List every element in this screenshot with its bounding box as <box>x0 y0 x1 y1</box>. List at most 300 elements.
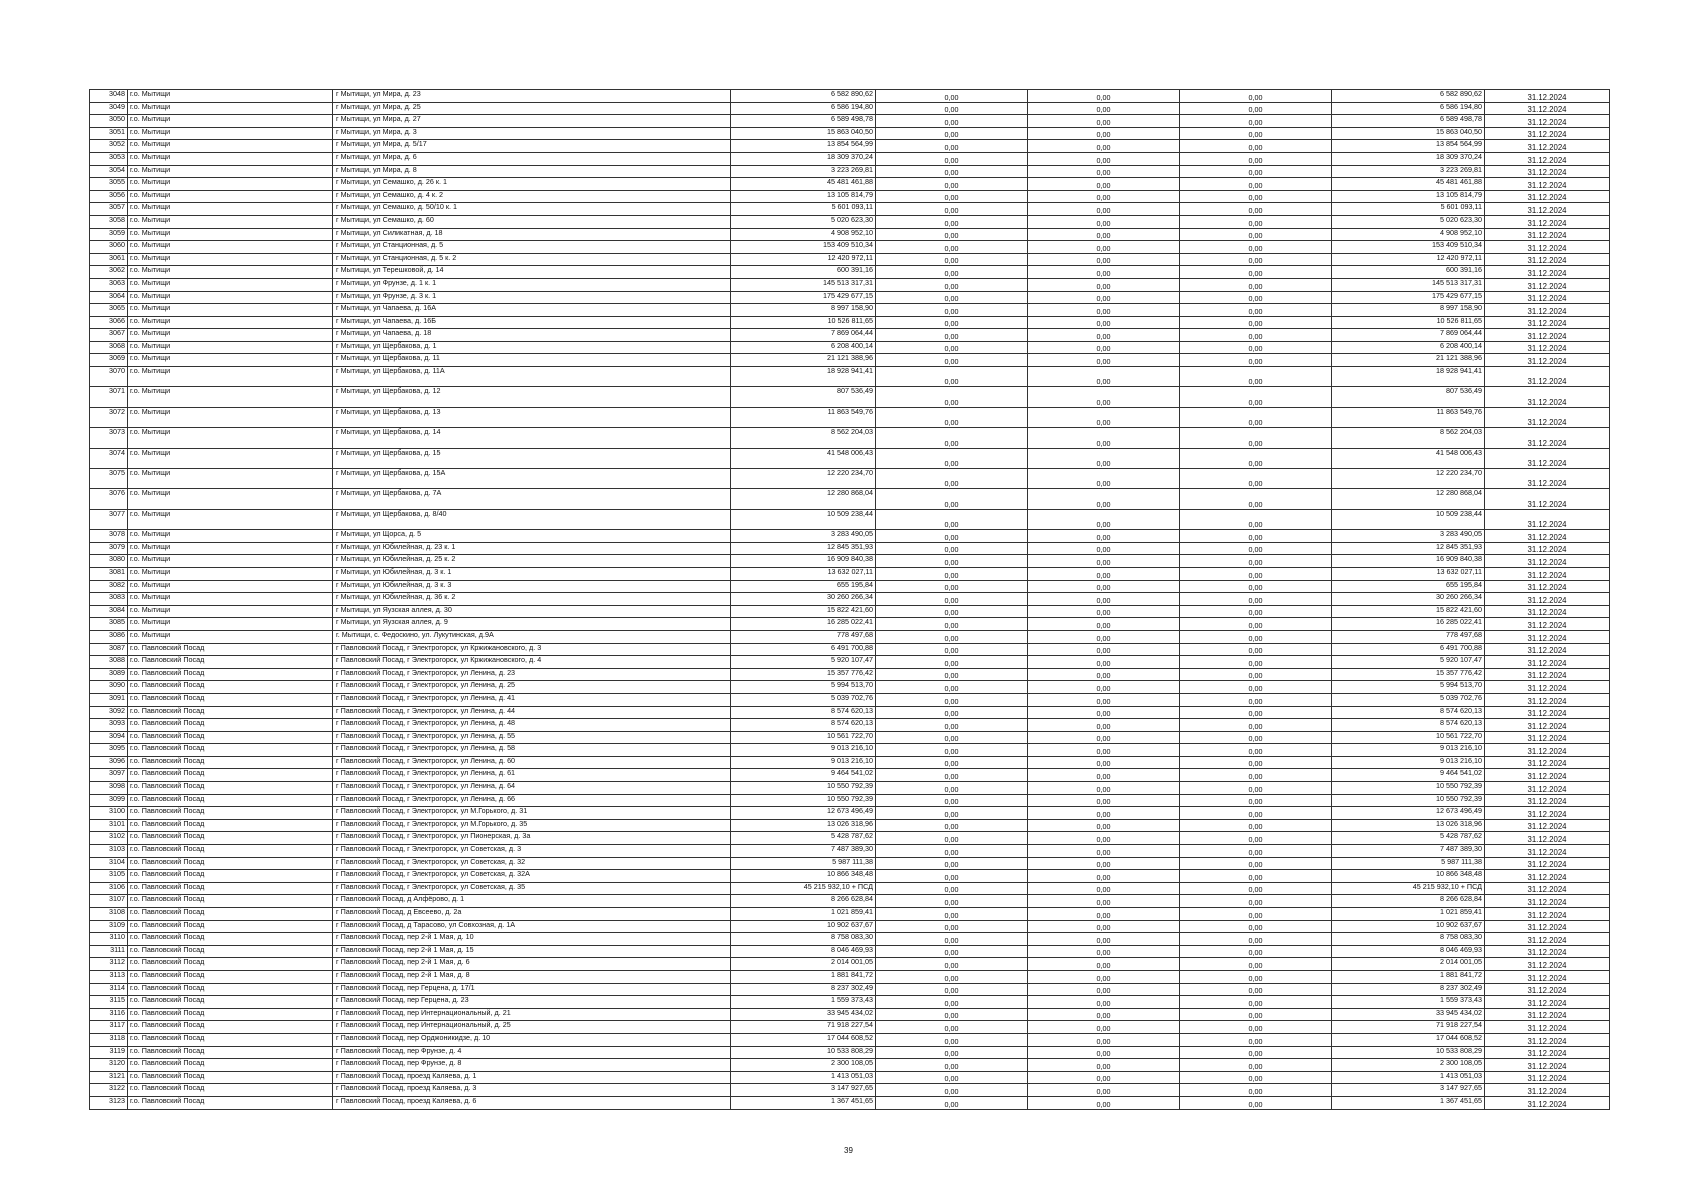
address-cell: г Павловский Посад, г Электрогорск, ул Советская, д. 32А <box>333 870 731 883</box>
total-amount-cell: 1 367 451,65 <box>1332 1096 1485 1109</box>
table-row <box>90 266 1610 279</box>
zero-amount-cell-3: 0,00 <box>1180 731 1332 744</box>
zero-amount-cell-1: 0,00 <box>876 329 1028 342</box>
address-cell: г Павловский Посад, г Электрогорск, ул Ленина, д. 60 <box>333 756 731 769</box>
address-cell: г Мытищи, ул Терешковой, д. 14 <box>333 266 731 279</box>
address-cell: г Мытищи, ул Фрунзе, д. 3 к. 1 <box>333 291 731 304</box>
municipality-cell: г.о. Мытищи <box>128 469 333 489</box>
zero-amount-cell-2: 0,00 <box>1028 933 1180 946</box>
municipality-cell: г.о. Мытищи <box>128 329 333 342</box>
zero-amount-cell-3: 0,00 <box>1180 819 1332 832</box>
amount-cell: 45 481 461,88 <box>731 178 876 191</box>
amount-cell: 10 526 811,65 <box>731 316 876 329</box>
zero-amount-cell-1: 0,00 <box>876 367 1028 387</box>
amount-cell: 9 464 541,02 <box>731 769 876 782</box>
zero-amount-cell-3: 0,00 <box>1180 668 1332 681</box>
municipality-cell: г.о. Мытищи <box>128 407 333 427</box>
zero-amount-cell-3: 0,00 <box>1180 329 1332 342</box>
zero-amount-cell-3: 0,00 <box>1180 1059 1332 1072</box>
zero-amount-cell-1: 0,00 <box>876 618 1028 631</box>
zero-amount-cell-1: 0,00 <box>876 140 1028 153</box>
table-row <box>90 228 1610 241</box>
table-row <box>90 152 1610 165</box>
amount-cell: 3 147 927,65 <box>731 1084 876 1097</box>
amount-cell: 15 357 776,42 <box>731 668 876 681</box>
table-row <box>90 509 1610 529</box>
table-row <box>90 668 1610 681</box>
address-cell: г Мытищи, ул Щербакова, д. 7А <box>333 489 731 509</box>
amount-cell: 45 215 932,10 + ПСД <box>731 882 876 895</box>
zero-amount-cell-2: 0,00 <box>1028 278 1180 291</box>
amount-cell: 11 863 549,76 <box>731 407 876 427</box>
table-row <box>90 769 1610 782</box>
address-cell: г Мытищи, ул Щербакова, д. 13 <box>333 407 731 427</box>
address-cell: г Павловский Посад, г Электрогорск, ул Ленина, д. 44 <box>333 706 731 719</box>
total-amount-cell: 10 550 792,39 <box>1332 782 1485 795</box>
address-cell: г Павловский Посад, д Евсеево, д. 2а <box>333 908 731 921</box>
address-cell: г Павловский Посад, д Тарасово, ул Совхозная, д. 1А <box>333 920 731 933</box>
table-row <box>90 203 1610 216</box>
amount-cell: 8 237 302,49 <box>731 983 876 996</box>
total-amount-cell: 8 574 620,13 <box>1332 719 1485 732</box>
municipality-cell: г.о. Мытищи <box>128 165 333 178</box>
zero-amount-cell-1: 0,00 <box>876 668 1028 681</box>
amount-cell: 10 866 348,48 <box>731 870 876 883</box>
zero-amount-cell-2: 0,00 <box>1028 190 1180 203</box>
deadline-date-cell: 31.12.2024 <box>1485 329 1610 342</box>
zero-amount-cell-1: 0,00 <box>876 1071 1028 1084</box>
table-row <box>90 1059 1610 1072</box>
deadline-date-cell: 31.12.2024 <box>1485 428 1610 448</box>
amount-cell: 41 548 006,43 <box>731 448 876 468</box>
page-number: 39 <box>844 1146 853 1155</box>
total-amount-cell: 10 526 811,65 <box>1332 316 1485 329</box>
amount-cell: 7 487 389,30 <box>731 845 876 858</box>
address-cell: г Павловский Посад, г Электрогорск, ул Ленина, д. 64 <box>333 782 731 795</box>
amount-cell: 5 920 107,47 <box>731 656 876 669</box>
address-cell: г Мытищи, ул Станционная, д. 5 к. 2 <box>333 253 731 266</box>
amount-cell: 18 928 941,41 <box>731 367 876 387</box>
deadline-date-cell: 31.12.2024 <box>1485 509 1610 529</box>
municipality-cell: г.о. Павловский Посад <box>128 744 333 757</box>
zero-amount-cell-3: 0,00 <box>1180 387 1332 407</box>
municipality-cell: г.о. Павловский Посад <box>128 693 333 706</box>
table-row <box>90 278 1610 291</box>
zero-amount-cell-2: 0,00 <box>1028 744 1180 757</box>
row-number-cell: 3054 <box>90 165 128 178</box>
zero-amount-cell-2: 0,00 <box>1028 882 1180 895</box>
table-row <box>90 845 1610 858</box>
zero-amount-cell-3: 0,00 <box>1180 1071 1332 1084</box>
deadline-date-cell: 31.12.2024 <box>1485 832 1610 845</box>
total-amount-cell: 13 854 564,99 <box>1332 140 1485 153</box>
zero-amount-cell-2: 0,00 <box>1028 1033 1180 1046</box>
address-cell: г Павловский Посад, пер Герцена, д. 23 <box>333 996 731 1009</box>
deadline-date-cell: 31.12.2024 <box>1485 448 1610 468</box>
deadline-date-cell: 31.12.2024 <box>1485 756 1610 769</box>
address-cell: г Мытищи, ул Мира, д. 8 <box>333 165 731 178</box>
zero-amount-cell-3: 0,00 <box>1180 983 1332 996</box>
zero-amount-cell-2: 0,00 <box>1028 228 1180 241</box>
total-amount-cell: 3 223 269,81 <box>1332 165 1485 178</box>
row-number-cell: 3117 <box>90 1021 128 1034</box>
deadline-date-cell: 31.12.2024 <box>1485 228 1610 241</box>
deadline-date-cell: 31.12.2024 <box>1485 304 1610 317</box>
deadline-date-cell: 31.12.2024 <box>1485 970 1610 983</box>
deadline-date-cell: 31.12.2024 <box>1485 1008 1610 1021</box>
row-number-cell: 3051 <box>90 127 128 140</box>
municipality-cell: г.о. Мытищи <box>128 228 333 241</box>
zero-amount-cell-1: 0,00 <box>876 316 1028 329</box>
row-number-cell: 3057 <box>90 203 128 216</box>
zero-amount-cell-3: 0,00 <box>1180 253 1332 266</box>
address-cell: г Павловский Посад, г Электрогорск, ул Ленина, д. 61 <box>333 769 731 782</box>
zero-amount-cell-2: 0,00 <box>1028 241 1180 254</box>
zero-amount-cell-1: 0,00 <box>876 266 1028 279</box>
address-cell: г Павловский Посад, г Электрогорск, ул Кржижановского, д. 4 <box>333 656 731 669</box>
zero-amount-cell-3: 0,00 <box>1180 115 1332 128</box>
zero-amount-cell-1: 0,00 <box>876 807 1028 820</box>
zero-amount-cell-1: 0,00 <box>876 580 1028 593</box>
municipality-cell: г.о. Павловский Посад <box>128 681 333 694</box>
amount-cell: 5 039 702,76 <box>731 693 876 706</box>
address-cell: г Мытищи, ул Щербакова, д. 11 <box>333 354 731 367</box>
row-number-cell: 3104 <box>90 857 128 870</box>
zero-amount-cell-2: 0,00 <box>1028 693 1180 706</box>
zero-amount-cell-3: 0,00 <box>1180 1096 1332 1109</box>
zero-amount-cell-3: 0,00 <box>1180 920 1332 933</box>
amount-cell: 1 413 051,03 <box>731 1071 876 1084</box>
zero-amount-cell-2: 0,00 <box>1028 958 1180 971</box>
zero-amount-cell-2: 0,00 <box>1028 152 1180 165</box>
zero-amount-cell-2: 0,00 <box>1028 1059 1180 1072</box>
total-amount-cell: 8 574 620,13 <box>1332 706 1485 719</box>
deadline-date-cell: 31.12.2024 <box>1485 127 1610 140</box>
address-cell: г Павловский Посад, г Электрогорск, ул Ленина, д. 66 <box>333 794 731 807</box>
amount-cell: 10 550 792,39 <box>731 794 876 807</box>
municipality-cell: г.о. Павловский Посад <box>128 794 333 807</box>
deadline-date-cell: 31.12.2024 <box>1485 542 1610 555</box>
zero-amount-cell-2: 0,00 <box>1028 509 1180 529</box>
row-number-cell: 3066 <box>90 316 128 329</box>
table-row <box>90 920 1610 933</box>
zero-amount-cell-3: 0,00 <box>1180 882 1332 895</box>
address-cell: г Павловский Посад, пер Интернациональный, д. 25 <box>333 1021 731 1034</box>
deadline-date-cell: 31.12.2024 <box>1485 102 1610 115</box>
table-row <box>90 316 1610 329</box>
zero-amount-cell-2: 0,00 <box>1028 387 1180 407</box>
zero-amount-cell-1: 0,00 <box>876 102 1028 115</box>
zero-amount-cell-2: 0,00 <box>1028 354 1180 367</box>
amount-cell: 5 987 111,38 <box>731 857 876 870</box>
table-row <box>90 895 1610 908</box>
zero-amount-cell-2: 0,00 <box>1028 215 1180 228</box>
zero-amount-cell-3: 0,00 <box>1180 908 1332 921</box>
total-amount-cell: 5 039 702,76 <box>1332 693 1485 706</box>
table-row <box>90 656 1610 669</box>
address-cell: г Павловский Посад, г Электрогорск, ул М.Горького, д. 35 <box>333 819 731 832</box>
municipality-cell: г.о. Павловский Посад <box>128 1008 333 1021</box>
total-amount-cell: 1 881 841,72 <box>1332 970 1485 983</box>
table-row <box>90 542 1610 555</box>
table-row <box>90 983 1610 996</box>
table-row <box>90 908 1610 921</box>
zero-amount-cell-1: 0,00 <box>876 958 1028 971</box>
total-amount-cell: 8 562 204,03 <box>1332 428 1485 448</box>
address-cell: г Павловский Посад, г Электрогорск, ул Ленина, д. 25 <box>333 681 731 694</box>
total-amount-cell: 6 491 700,88 <box>1332 643 1485 656</box>
total-amount-cell: 5 020 623,30 <box>1332 215 1485 228</box>
row-number-cell: 3074 <box>90 448 128 468</box>
zero-amount-cell-1: 0,00 <box>876 756 1028 769</box>
zero-amount-cell-3: 0,00 <box>1180 165 1332 178</box>
total-amount-cell: 18 309 370,24 <box>1332 152 1485 165</box>
row-number-cell: 3070 <box>90 367 128 387</box>
deadline-date-cell: 31.12.2024 <box>1485 203 1610 216</box>
municipality-cell: г.о. Мытищи <box>128 428 333 448</box>
row-number-cell: 3102 <box>90 832 128 845</box>
zero-amount-cell-2: 0,00 <box>1028 489 1180 509</box>
total-amount-cell: 30 260 266,34 <box>1332 593 1485 606</box>
amount-cell: 1 021 859,41 <box>731 908 876 921</box>
table-row <box>90 253 1610 266</box>
address-cell: г Мытищи, ул Юбилейная, д. 3 к. 1 <box>333 567 731 580</box>
zero-amount-cell-3: 0,00 <box>1180 567 1332 580</box>
amount-cell: 153 409 510,34 <box>731 241 876 254</box>
row-number-cell: 3080 <box>90 555 128 568</box>
zero-amount-cell-1: 0,00 <box>876 769 1028 782</box>
municipality-cell: г.о. Павловский Посад <box>128 668 333 681</box>
municipality-cell: г.о. Мытищи <box>128 341 333 354</box>
row-number-cell: 3088 <box>90 656 128 669</box>
amount-cell: 1 881 841,72 <box>731 970 876 983</box>
total-amount-cell: 3 283 490,05 <box>1332 530 1485 543</box>
municipality-cell: г.о. Мытищи <box>128 448 333 468</box>
municipality-cell: г.о. Мытищи <box>128 253 333 266</box>
amount-cell: 7 869 064,44 <box>731 329 876 342</box>
municipality-cell: г.о. Павловский Посад <box>128 656 333 669</box>
row-number-cell: 3086 <box>90 630 128 643</box>
address-cell: г Павловский Посад, проезд Каляева, д. 1 <box>333 1071 731 1084</box>
amount-cell: 13 105 814,79 <box>731 190 876 203</box>
address-cell: г Мытищи, ул Чапаева, д. 16А <box>333 304 731 317</box>
total-amount-cell: 13 105 814,79 <box>1332 190 1485 203</box>
amount-cell: 13 026 318,96 <box>731 819 876 832</box>
zero-amount-cell-1: 0,00 <box>876 354 1028 367</box>
total-amount-cell: 10 509 238,44 <box>1332 509 1485 529</box>
table-row <box>90 190 1610 203</box>
zero-amount-cell-3: 0,00 <box>1180 341 1332 354</box>
table-row <box>90 1033 1610 1046</box>
municipality-cell: г.о. Мытищи <box>128 542 333 555</box>
total-amount-cell: 12 220 234,70 <box>1332 469 1485 489</box>
table-row <box>90 996 1610 1009</box>
zero-amount-cell-3: 0,00 <box>1180 970 1332 983</box>
amount-cell: 10 561 722,70 <box>731 731 876 744</box>
zero-amount-cell-1: 0,00 <box>876 882 1028 895</box>
deadline-date-cell: 31.12.2024 <box>1485 152 1610 165</box>
zero-amount-cell-3: 0,00 <box>1180 605 1332 618</box>
amount-cell: 600 391,16 <box>731 266 876 279</box>
zero-amount-cell-3: 0,00 <box>1180 241 1332 254</box>
zero-amount-cell-3: 0,00 <box>1180 782 1332 795</box>
zero-amount-cell-1: 0,00 <box>876 530 1028 543</box>
deadline-date-cell: 31.12.2024 <box>1485 719 1610 732</box>
table-row <box>90 706 1610 719</box>
zero-amount-cell-2: 0,00 <box>1028 203 1180 216</box>
total-amount-cell: 13 632 027,11 <box>1332 567 1485 580</box>
municipality-cell: г.о. Мытищи <box>128 618 333 631</box>
address-cell: г Павловский Посад, пер 2-й 1 Мая, д. 15 <box>333 945 731 958</box>
amount-cell: 16 285 022,41 <box>731 618 876 631</box>
zero-amount-cell-2: 0,00 <box>1028 756 1180 769</box>
deadline-date-cell: 31.12.2024 <box>1485 782 1610 795</box>
table-row <box>90 448 1610 468</box>
zero-amount-cell-3: 0,00 <box>1180 870 1332 883</box>
zero-amount-cell-2: 0,00 <box>1028 316 1180 329</box>
amount-cell: 8 758 083,30 <box>731 933 876 946</box>
amount-cell: 655 195,84 <box>731 580 876 593</box>
zero-amount-cell-3: 0,00 <box>1180 681 1332 694</box>
deadline-date-cell: 31.12.2024 <box>1485 90 1610 103</box>
zero-amount-cell-2: 0,00 <box>1028 253 1180 266</box>
municipality-cell: г.о. Мытищи <box>128 278 333 291</box>
row-number-cell: 3119 <box>90 1046 128 1059</box>
zero-amount-cell-1: 0,00 <box>876 1096 1028 1109</box>
total-amount-cell: 145 513 317,31 <box>1332 278 1485 291</box>
row-number-cell: 3049 <box>90 102 128 115</box>
zero-amount-cell-1: 0,00 <box>876 115 1028 128</box>
amount-cell: 8 574 620,13 <box>731 719 876 732</box>
deadline-date-cell: 31.12.2024 <box>1485 1096 1610 1109</box>
total-amount-cell: 5 601 093,11 <box>1332 203 1485 216</box>
zero-amount-cell-1: 0,00 <box>876 731 1028 744</box>
zero-amount-cell-3: 0,00 <box>1180 278 1332 291</box>
municipality-cell: г.о. Павловский Посад <box>128 920 333 933</box>
zero-amount-cell-1: 0,00 <box>876 203 1028 216</box>
deadline-date-cell: 31.12.2024 <box>1485 266 1610 279</box>
total-amount-cell: 1 413 051,03 <box>1332 1071 1485 1084</box>
municipality-cell: г.о. Павловский Посад <box>128 1046 333 1059</box>
row-number-cell: 3121 <box>90 1071 128 1084</box>
zero-amount-cell-3: 0,00 <box>1180 693 1332 706</box>
municipality-cell: г.о. Мытищи <box>128 354 333 367</box>
zero-amount-cell-3: 0,00 <box>1180 832 1332 845</box>
deadline-date-cell: 31.12.2024 <box>1485 933 1610 946</box>
total-amount-cell: 6 208 400,14 <box>1332 341 1485 354</box>
zero-amount-cell-1: 0,00 <box>876 215 1028 228</box>
municipality-cell: г.о. Павловский Посад <box>128 870 333 883</box>
municipality-cell: г.о. Павловский Посад <box>128 996 333 1009</box>
address-cell: г Мытищи, ул Мира, д. 3 <box>333 127 731 140</box>
municipality-cell: г.о. Мытищи <box>128 241 333 254</box>
total-amount-cell: 3 147 927,65 <box>1332 1084 1485 1097</box>
zero-amount-cell-2: 0,00 <box>1028 542 1180 555</box>
row-number-cell: 3111 <box>90 945 128 958</box>
zero-amount-cell-1: 0,00 <box>876 469 1028 489</box>
row-number-cell: 3108 <box>90 908 128 921</box>
table-row <box>90 630 1610 643</box>
row-number-cell: 3053 <box>90 152 128 165</box>
address-cell: г Мытищи, ул Семашко, д. 50/10 к. 1 <box>333 203 731 216</box>
amount-cell: 3 223 269,81 <box>731 165 876 178</box>
total-amount-cell: 9 013 216,10 <box>1332 744 1485 757</box>
table-row <box>90 1021 1610 1034</box>
deadline-date-cell: 31.12.2024 <box>1485 469 1610 489</box>
row-number-cell: 3092 <box>90 706 128 719</box>
table-row <box>90 367 1610 387</box>
address-cell: г Мытищи, ул Щербакова, д. 8/40 <box>333 509 731 529</box>
municipality-cell: г.о. Мытищи <box>128 291 333 304</box>
row-number-cell: 3065 <box>90 304 128 317</box>
zero-amount-cell-2: 0,00 <box>1028 291 1180 304</box>
address-cell: г Мытищи, ул Щербакова, д. 15 <box>333 448 731 468</box>
table-body <box>90 90 1610 1110</box>
row-number-cell: 3089 <box>90 668 128 681</box>
address-cell: г Павловский Посад, г Электрогорск, ул Ленина, д. 55 <box>333 731 731 744</box>
total-amount-cell: 12 845 351,93 <box>1332 542 1485 555</box>
address-cell: г Павловский Посад, пер Интернациональный, д. 21 <box>333 1008 731 1021</box>
municipality-cell: г.о. Павловский Посад <box>128 958 333 971</box>
table-row <box>90 127 1610 140</box>
municipality-cell: г.о. Павловский Посад <box>128 819 333 832</box>
row-number-cell: 3084 <box>90 605 128 618</box>
zero-amount-cell-1: 0,00 <box>876 593 1028 606</box>
zero-amount-cell-3: 0,00 <box>1180 958 1332 971</box>
table-row <box>90 832 1610 845</box>
table-row <box>90 970 1610 983</box>
address-cell: г Мытищи, ул Чапаева, д. 18 <box>333 329 731 342</box>
total-amount-cell: 9 013 216,10 <box>1332 756 1485 769</box>
municipality-cell: г.о. Павловский Посад <box>128 731 333 744</box>
amount-cell: 9 013 216,10 <box>731 744 876 757</box>
deadline-date-cell: 31.12.2024 <box>1485 1059 1610 1072</box>
municipality-cell: г.о. Павловский Посад <box>128 643 333 656</box>
deadline-date-cell: 31.12.2024 <box>1485 530 1610 543</box>
total-amount-cell: 8 266 628,84 <box>1332 895 1485 908</box>
table-row <box>90 489 1610 509</box>
total-amount-cell: 778 497,68 <box>1332 630 1485 643</box>
zero-amount-cell-3: 0,00 <box>1180 291 1332 304</box>
table-row <box>90 731 1610 744</box>
zero-amount-cell-1: 0,00 <box>876 643 1028 656</box>
zero-amount-cell-2: 0,00 <box>1028 1084 1180 1097</box>
zero-amount-cell-1: 0,00 <box>876 228 1028 241</box>
total-amount-cell: 5 920 107,47 <box>1332 656 1485 669</box>
zero-amount-cell-3: 0,00 <box>1180 215 1332 228</box>
amount-cell: 1 367 451,65 <box>731 1096 876 1109</box>
municipality-cell: г.о. Павловский Посад <box>128 832 333 845</box>
zero-amount-cell-3: 0,00 <box>1180 618 1332 631</box>
address-cell: г Мытищи, ул Юбилейная, д. 23 к. 1 <box>333 542 731 555</box>
row-number-cell: 3120 <box>90 1059 128 1072</box>
municipality-cell: г.о. Павловский Посад <box>128 882 333 895</box>
row-number-cell: 3068 <box>90 341 128 354</box>
deadline-date-cell: 31.12.2024 <box>1485 769 1610 782</box>
municipality-cell: г.о. Мытищи <box>128 567 333 580</box>
address-cell: г Павловский Посад, пер Орджоникидзе, д. 10 <box>333 1033 731 1046</box>
deadline-date-cell: 31.12.2024 <box>1485 1071 1610 1084</box>
total-amount-cell: 153 409 510,34 <box>1332 241 1485 254</box>
zero-amount-cell-3: 0,00 <box>1180 769 1332 782</box>
row-number-cell: 3059 <box>90 228 128 241</box>
zero-amount-cell-1: 0,00 <box>876 341 1028 354</box>
deadline-date-cell: 31.12.2024 <box>1485 945 1610 958</box>
total-amount-cell: 9 464 541,02 <box>1332 769 1485 782</box>
zero-amount-cell-1: 0,00 <box>876 304 1028 317</box>
zero-amount-cell-2: 0,00 <box>1028 407 1180 427</box>
row-number-cell: 3115 <box>90 996 128 1009</box>
